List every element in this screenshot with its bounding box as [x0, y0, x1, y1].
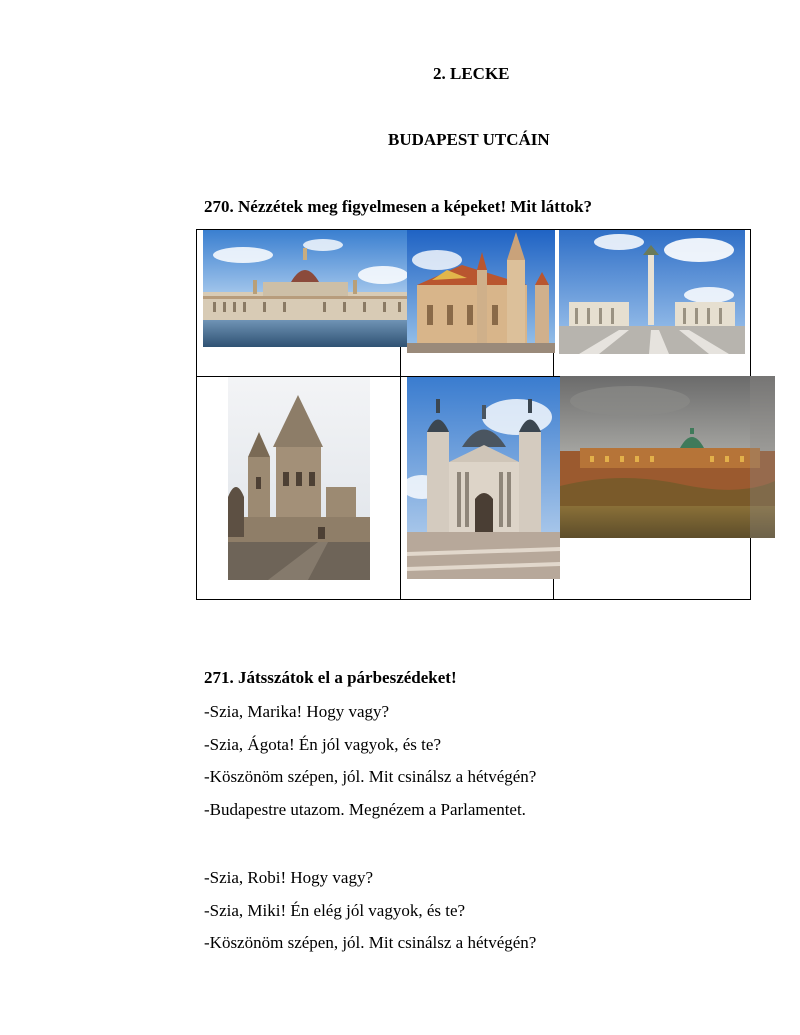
dialogue-line: -Szia, Robi! Hogy vagy? [204, 868, 374, 887]
dialogue-line: -Köszönöm szépen, jól. Mit csinálsz a hétvégén? [204, 767, 537, 786]
dialogue-line: -Szia, Miki! Én elég jól vagyok, és te? [204, 901, 466, 920]
dialogue-line: -Köszönöm szépen, jól. Mit csinálsz a hétvégén? [204, 933, 537, 952]
dialogue-line: -Szia, Marika! Hogy vagy? [204, 702, 390, 721]
exercise-271-heading: 271. Játsszátok el a párbeszédeket! [204, 668, 457, 687]
exercise-270-heading: 270. Nézzétek meg figyelmesen a képeket! Mit láttok? [204, 197, 593, 216]
st-stephens-basilica-photo [407, 377, 560, 579]
parliament-photo [203, 230, 408, 347]
dialogue-line: -Budapestre utazom. Megnézem a Parlamentet. [204, 800, 526, 819]
lesson-title: 2. LECKE [433, 64, 510, 83]
fishermans-bastion-photo [228, 377, 370, 580]
matthias-church-photo [407, 230, 555, 353]
heroes-square-photo [559, 230, 745, 354]
lesson-subtitle: BUDAPEST UTCÁIN [388, 130, 550, 149]
dialogue-line: -Szia, Ágota! Én jól vagyok, és te? [204, 735, 441, 754]
buda-castle-photo [560, 376, 775, 538]
